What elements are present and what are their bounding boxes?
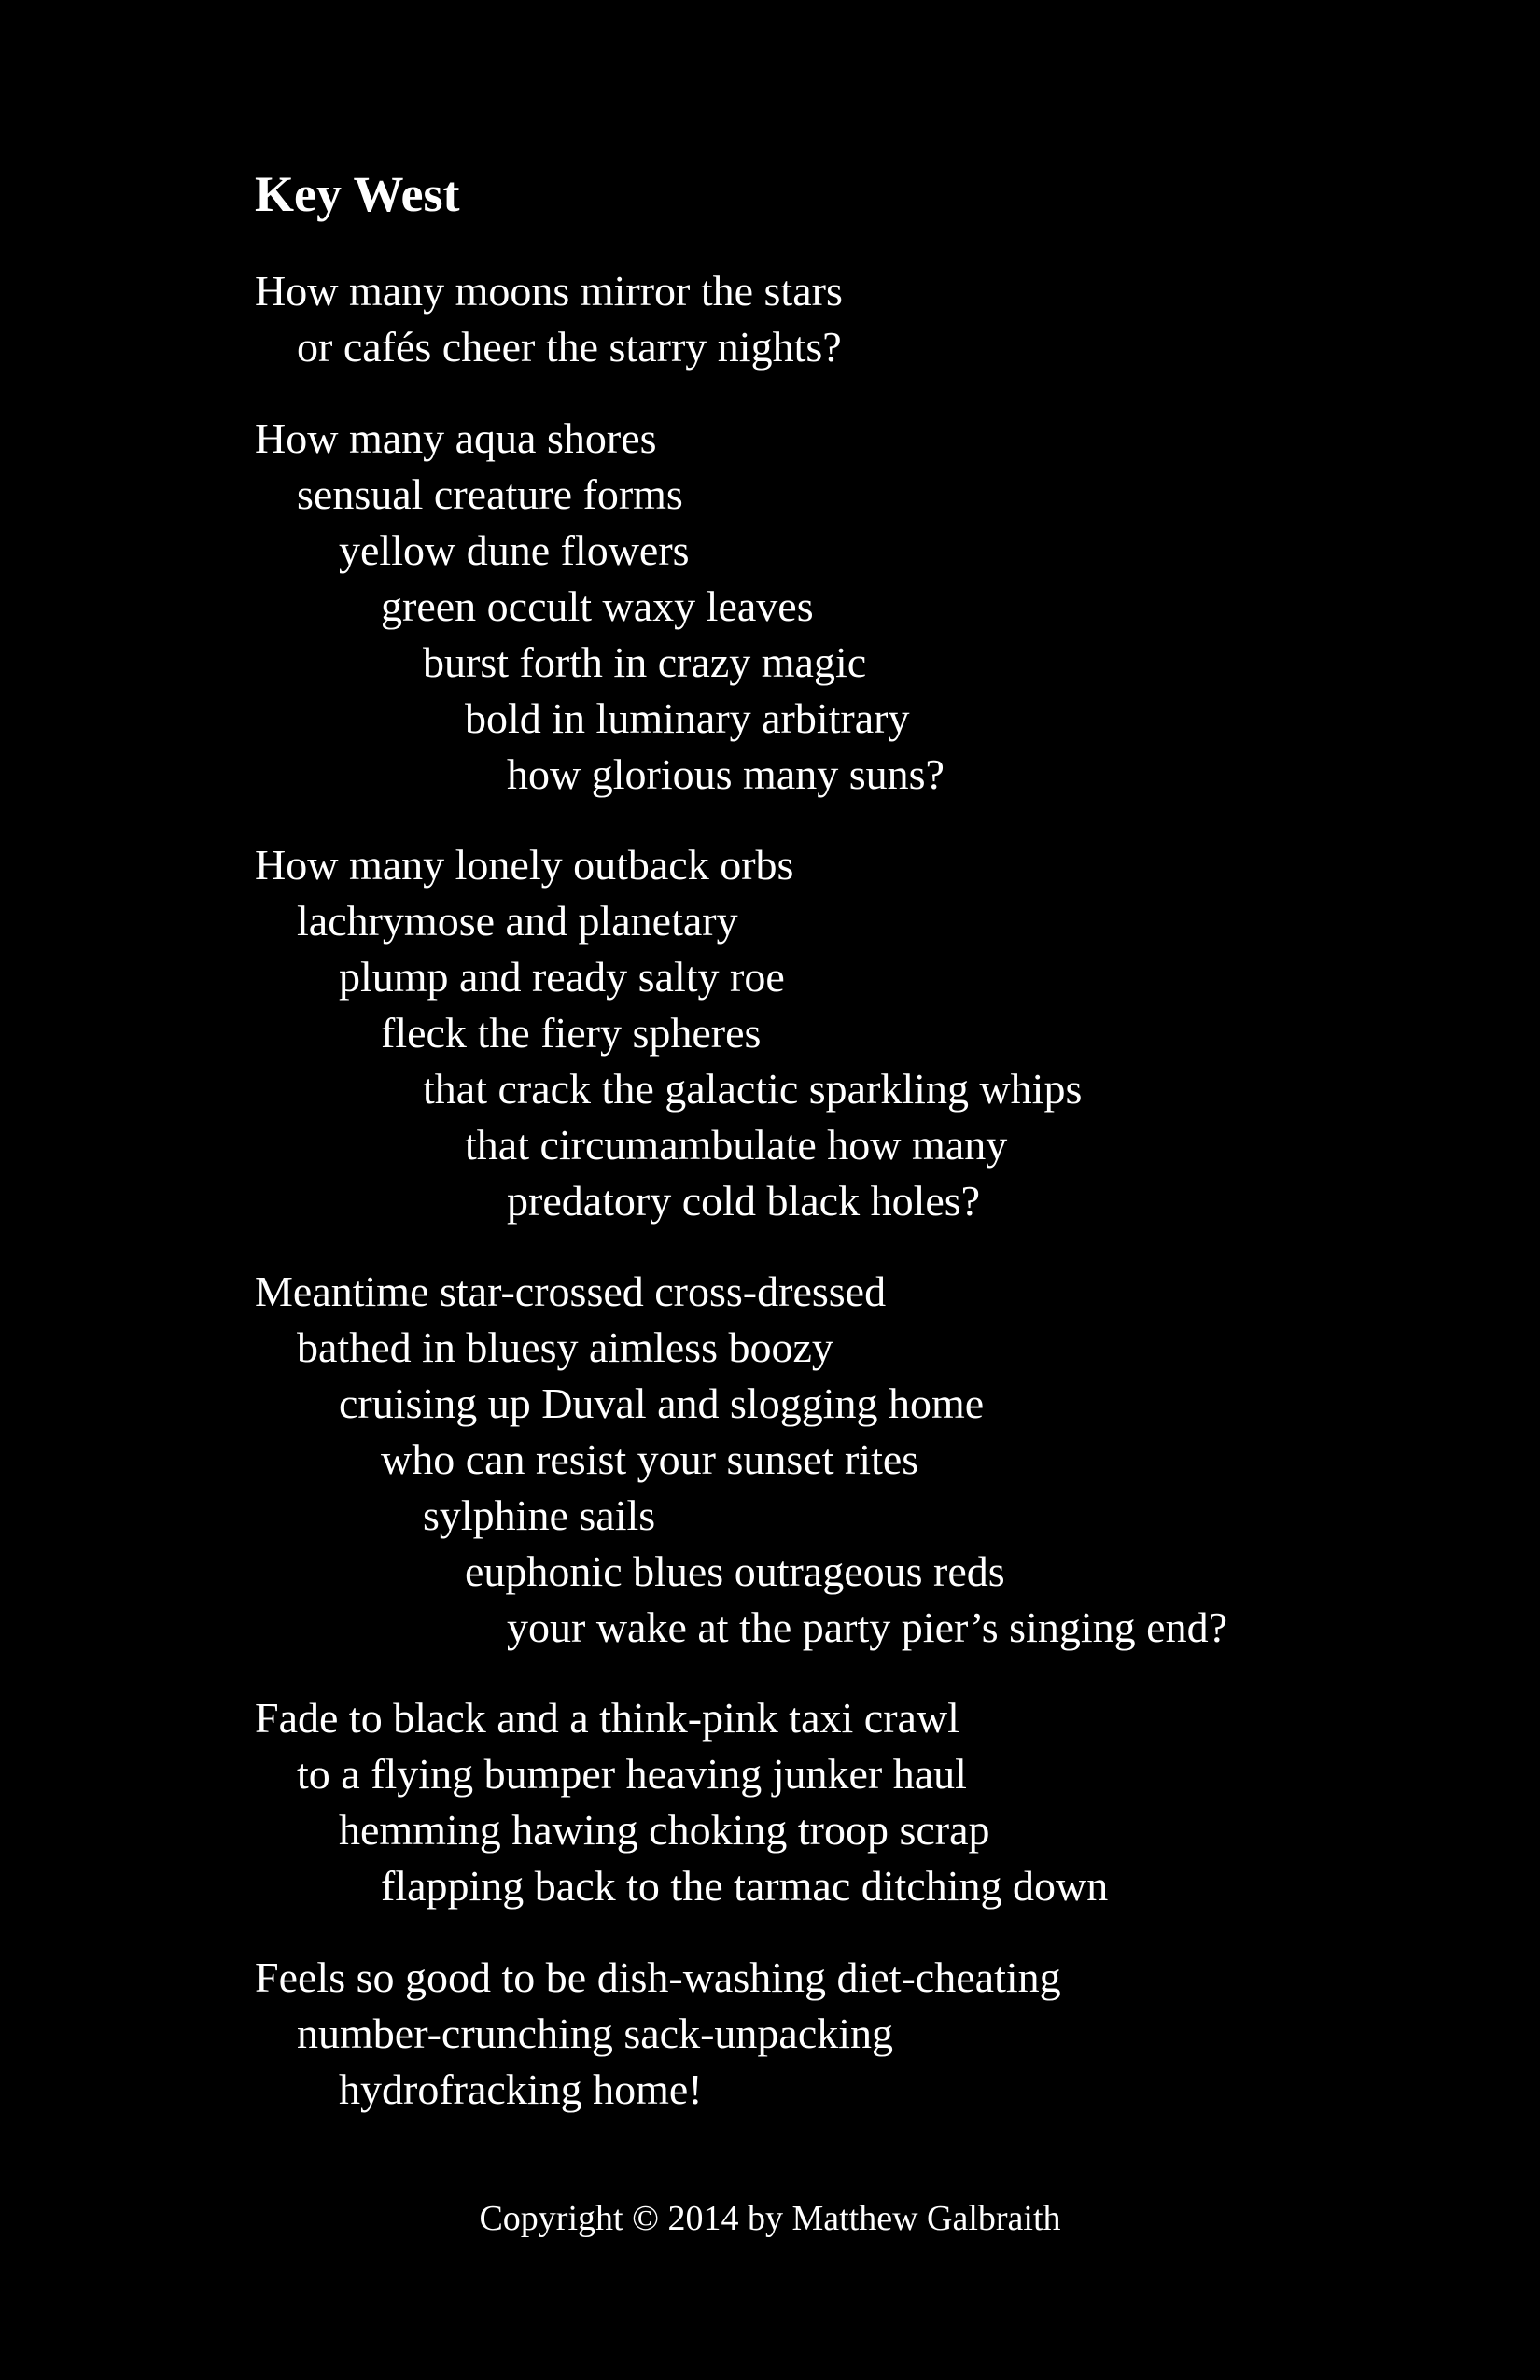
poem-line: euphonic blues outrageous reds (465, 1547, 1005, 1595)
poem-line: hydrofracking home! (339, 2065, 703, 2113)
stanza (255, 1264, 1227, 1656)
poem-line: Meantime star-crossed cross-dressed (255, 1267, 887, 1315)
poem-line: How many lonely outback orbs (255, 841, 794, 889)
poem-line: that circumambulate how many (465, 1121, 1008, 1169)
poem-line: who can resist your sunset rites (381, 1435, 919, 1483)
poem-line: that crack the galactic sparkling whips (423, 1065, 1083, 1113)
poem-line: flapping back to the tarmac ditching down (381, 1862, 1109, 1910)
poem-line: how glorious many suns? (507, 750, 945, 798)
copyright-text: Copyright © 2014 by Matthew Galbraith (479, 2199, 1061, 2238)
poem-line: your wake at the party pier’s singing end? (507, 1603, 1227, 1651)
copyright-notice (0, 2195, 1540, 2242)
poem-line: sylphine sails (423, 1491, 656, 1539)
poem-line: burst forth in crazy magic (423, 638, 867, 686)
poem-line: How many moons mirror the stars (255, 267, 843, 315)
poem-line: How many aqua shores (255, 414, 657, 462)
poem-line: or cafés cheer the starry nights? (297, 323, 842, 371)
poem-line: Feels so good to be dish-washing diet-cheating (255, 1953, 1061, 2001)
poem-title: Key West (255, 166, 460, 222)
poem-line: hemming hawing choking troop scrap (339, 1806, 990, 1854)
poem-line: plump and ready salty roe (339, 953, 785, 1001)
poem-line: lachrymose and planetary (297, 897, 738, 945)
stanza (255, 1690, 1108, 1914)
poem-line: fleck the fiery spheres (381, 1009, 762, 1057)
poem-line: bold in luminary arbitrary (465, 694, 910, 742)
stanza (255, 263, 843, 375)
stanza (255, 411, 945, 803)
poem-line: cruising up Duval and slogging home (339, 1379, 985, 1427)
poem-line: sensual creature forms (297, 470, 683, 518)
poem-line: to a flying bumper heaving junker haul (297, 1750, 967, 1798)
poem-line: green occult waxy leaves (381, 582, 814, 630)
poem-line: Fade to black and a think-pink taxi crawl (255, 1694, 959, 1742)
poem-line: yellow dune flowers (339, 526, 690, 574)
poem-line: number-crunching sack-unpacking (297, 2009, 894, 2057)
poem-line: bathed in bluesy aimless boozy (297, 1323, 833, 1371)
stanza (255, 1950, 1061, 2118)
poem-line: predatory cold black holes? (507, 1177, 981, 1225)
stanza (255, 837, 1082, 1229)
